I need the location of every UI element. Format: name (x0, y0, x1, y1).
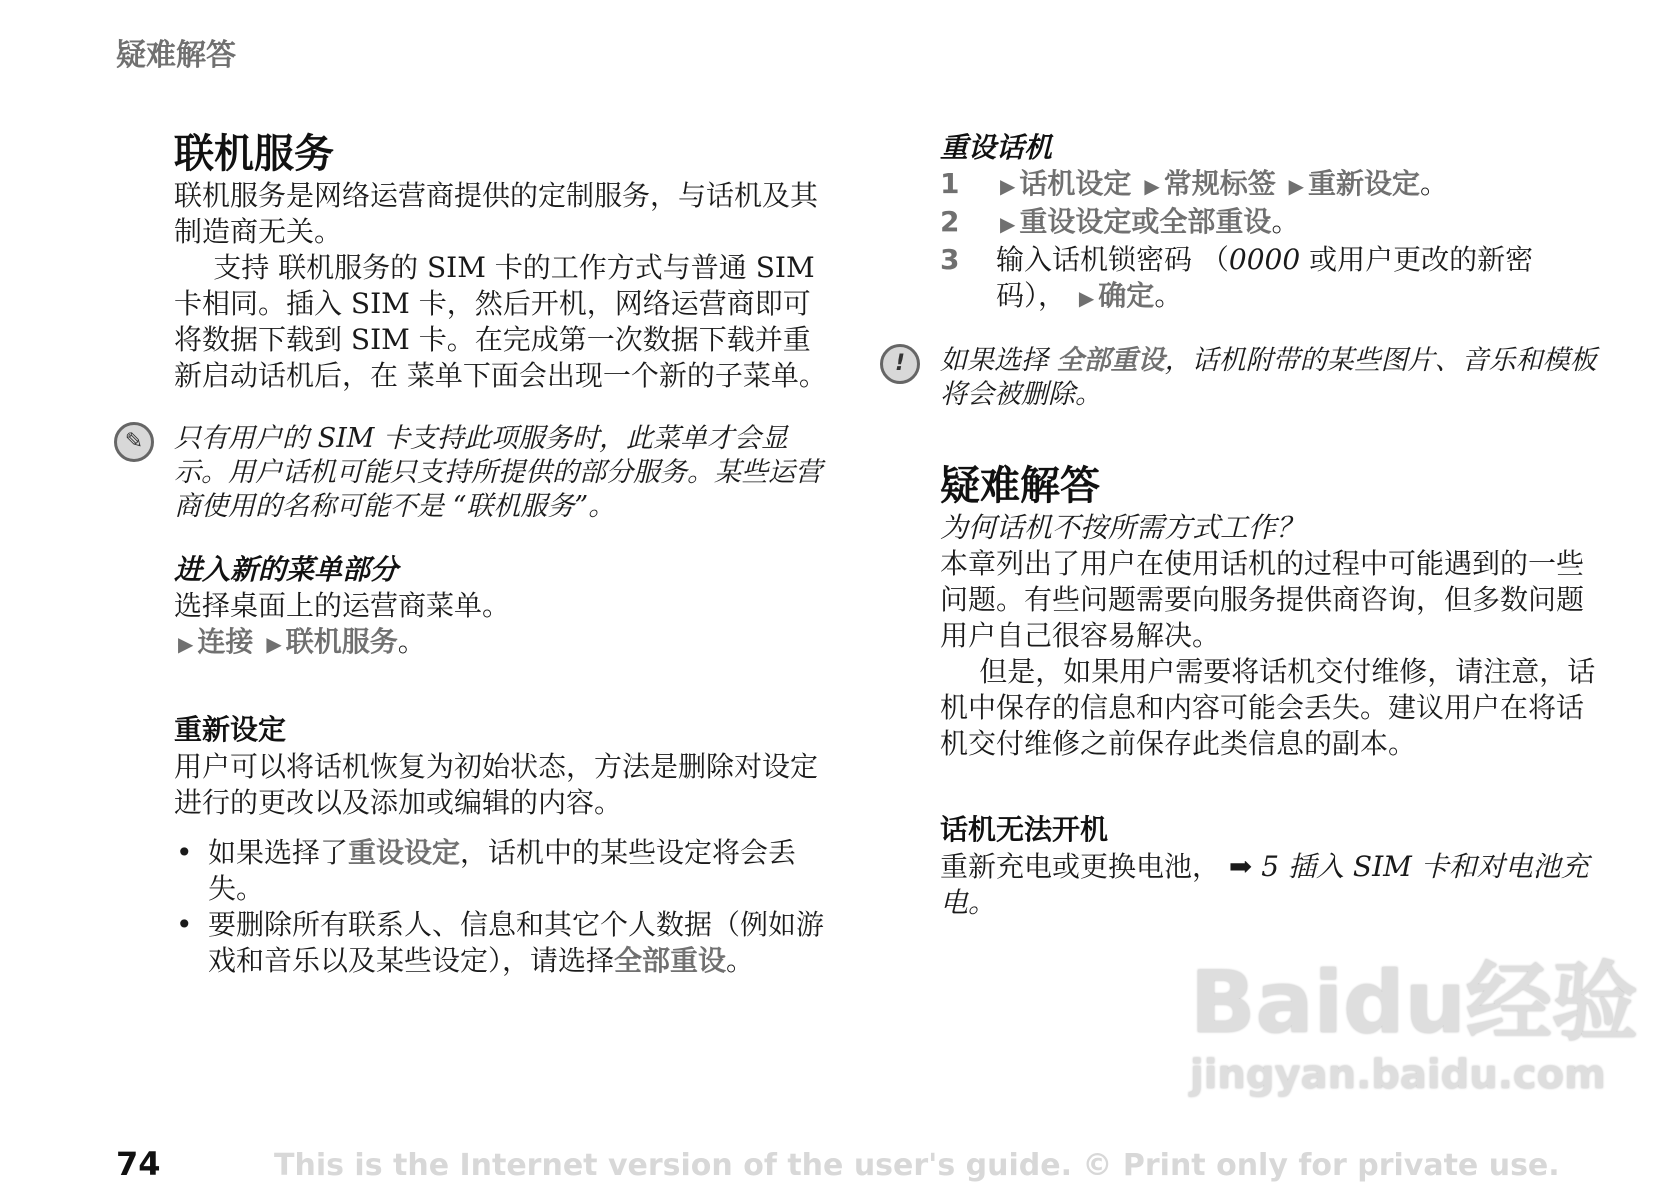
subsection-title: 话机无法开机 (940, 813, 1109, 847)
subsection-title: 重设话机 (940, 131, 1053, 164)
paragraph: 选择桌面上的运营商菜单。 (174, 589, 511, 623)
menu-item-link: 连接 (197, 625, 254, 659)
menu-item-link: 联机服务 (285, 625, 398, 659)
exclamation-icon: ! (880, 344, 920, 384)
watermark-url: jingyan.baidu.com (1190, 1052, 1606, 1098)
arrow-right-icon: ▶ (1288, 174, 1305, 199)
running-header: 疑难解答 (116, 38, 236, 73)
tip-text: 只有用户的 SIM 卡支持此项服务时，此菜单才会显示。用户话机可能只支持所提供的部分服务。某些运营商使用的名称可能不是 “联机服务”。 (174, 423, 822, 522)
subsection-title: 进入新的菜单部分 (174, 553, 399, 586)
arrow-right-icon: ▶ (1000, 174, 1016, 199)
step-item: 2 ▶ 重设设定或全部重设。 (940, 205, 1300, 239)
list-item: • 如果选择了重设设定，话机中的某些设定将会丢失。 (174, 835, 834, 907)
arrow-right-icon: ▶ (266, 632, 282, 657)
watermark (1190, 953, 1638, 1098)
paragraph: 本章列出了用户在使用话机的过程中可能遇到的一些问题。有些问题需要向服务提供商咨询，但多数问题用户自己很容易解决。 (940, 547, 1585, 653)
menu-path: ▶ 连接 ▶ 联机服务。 (178, 625, 426, 659)
left-column (124, 130, 834, 979)
pointer-arrow-icon: ➡ (1228, 849, 1253, 883)
section-title-troubleshooting: 疑难解答 (940, 463, 1100, 510)
paragraph: 但是，如果用户需要将话机交付维修，请注意，话机中保存的信息和内容可能会丢失。建议用户在将话机交付维修之前保存此类信息的副本。 (940, 655, 1596, 761)
arrow-right-icon: ▶ (178, 632, 194, 657)
list-item: • 要删除所有联系人、信息和其它个人数据（例如游戏和音乐以及某些设定），请选择全部重设。 (174, 907, 834, 979)
cross-reference[interactable]: 5 插入 SIM 卡和对电池充电。 (940, 849, 1589, 919)
section-subtitle: 为何话机不按所需方式工作？ (940, 511, 1305, 545)
right-column (894, 130, 1600, 921)
paragraph: 用户可以将话机恢复为初始状态，方法是删除对设定进行的更改以及添加或编辑的内容。 (174, 749, 819, 819)
tip-note (124, 422, 834, 524)
bullet-list (174, 835, 834, 979)
tip-lightbulb-icon: ✎ (114, 422, 154, 462)
arrow-right-icon: ▶ (1144, 174, 1160, 199)
page-number: 74 (116, 1145, 161, 1183)
step-item: 3 输入话机锁密码 （0000 或用户更改的新密码）， ▶ 确定。 (940, 243, 1534, 313)
arrow-right-icon: ▶ (1078, 286, 1095, 311)
baidu-logo: Baidu经验 (1190, 953, 1638, 1053)
warning-note: ! 如果选择 全部重设，话机附带的某些图片、音乐和模板将会被删除。 (940, 344, 1600, 412)
subsection-title: 重新设定 (174, 713, 287, 747)
step-item: 1 ▶ 话机设定 ▶ 常规标签 ▶ 重新设定。 (940, 167, 1449, 201)
paragraph: 联机服务是网络运营商提供的定制服务，与话机及其制造商无关。 (174, 179, 819, 248)
section-title-online-services: 联机服务 (174, 131, 334, 177)
paragraph: 支持 联机服务的 SIM 卡的工作方式与普通 SIM 卡相同。插入 SIM 卡，然后开机，网络运营商即可将数据下载到 SIM 卡。在完成第一次数据下载并重新启动话机后，在 菜单下面会出现一个新的子菜单。 (174, 251, 827, 392)
arrow-right-icon: ▶ (1000, 212, 1016, 237)
footer-notice: This is the Internet version of the user's guide. © Print only for private use. (274, 1148, 1560, 1183)
paragraph: 重新充电或更换电池， ➡ 5 插入 SIM 卡和对电池充电。 (940, 849, 1589, 919)
